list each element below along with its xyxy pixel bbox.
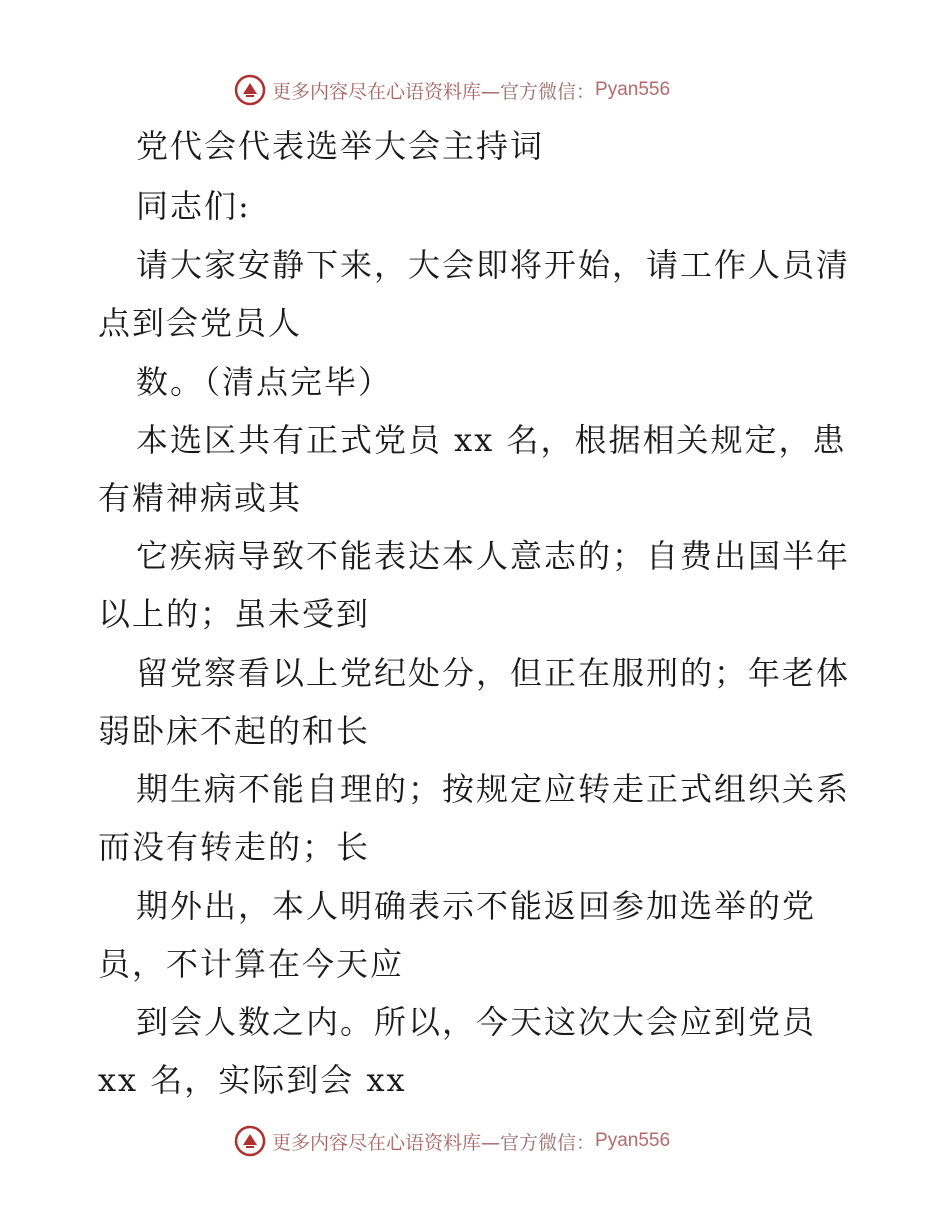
body-line: 到会人数之内。所以，今天这次大会应到党员 <box>136 1003 817 1041</box>
banner-wechat-label: 官方微信： <box>500 80 596 103</box>
body-line: xx 名，实际到会 xx <box>98 1061 407 1099</box>
salutation: 同志们: <box>136 187 251 225</box>
body-line: 本选区共有正式党员 xx 名，根据相关规定，患 <box>136 421 847 459</box>
body-line: 它疾病导致不能表达本人意志的；自费出国半年 <box>136 537 851 575</box>
body-line: 点到会党员人 <box>98 304 303 342</box>
body-line: 员，不计算在今天应 <box>98 945 405 983</box>
body-line: 数。（清点完毕） <box>136 363 393 401</box>
body-line: 期生病不能自理的；按规定应转走正式组织关系 <box>136 770 851 808</box>
book-logo-icon <box>234 1125 266 1157</box>
footer-watermark-banner <box>234 1124 670 1158</box>
banner-wechat-label: 官方微信： <box>500 1131 596 1154</box>
body-line: 以上的；虽未受到 <box>98 595 371 633</box>
body-line: 而没有转走的；长 <box>98 828 371 866</box>
banner-text: 更多内容尽在心语资料库— <box>272 80 501 103</box>
banner-wechat-id: Pyan556 <box>595 79 671 100</box>
header-watermark-banner <box>234 73 670 107</box>
body-line: 期外出，本人明确表示不能返回参加选举的党 <box>136 887 817 925</box>
body-line: 请大家安静下来，大会即将开始，请工作人员清 <box>136 246 851 284</box>
banner-wechat-id: Pyan556 <box>595 1130 671 1151</box>
book-logo-icon <box>234 74 266 106</box>
banner-text: 更多内容尽在心语资料库— <box>272 1131 501 1154</box>
body-line: 有精神病或其 <box>98 479 303 517</box>
document-title: 党代会代表选举大会主持词 <box>136 127 545 165</box>
body-line: 留党察看以上党纪处分，但正在服刑的；年老体 <box>136 654 851 692</box>
body-line: 弱卧床不起的和长 <box>98 712 371 750</box>
